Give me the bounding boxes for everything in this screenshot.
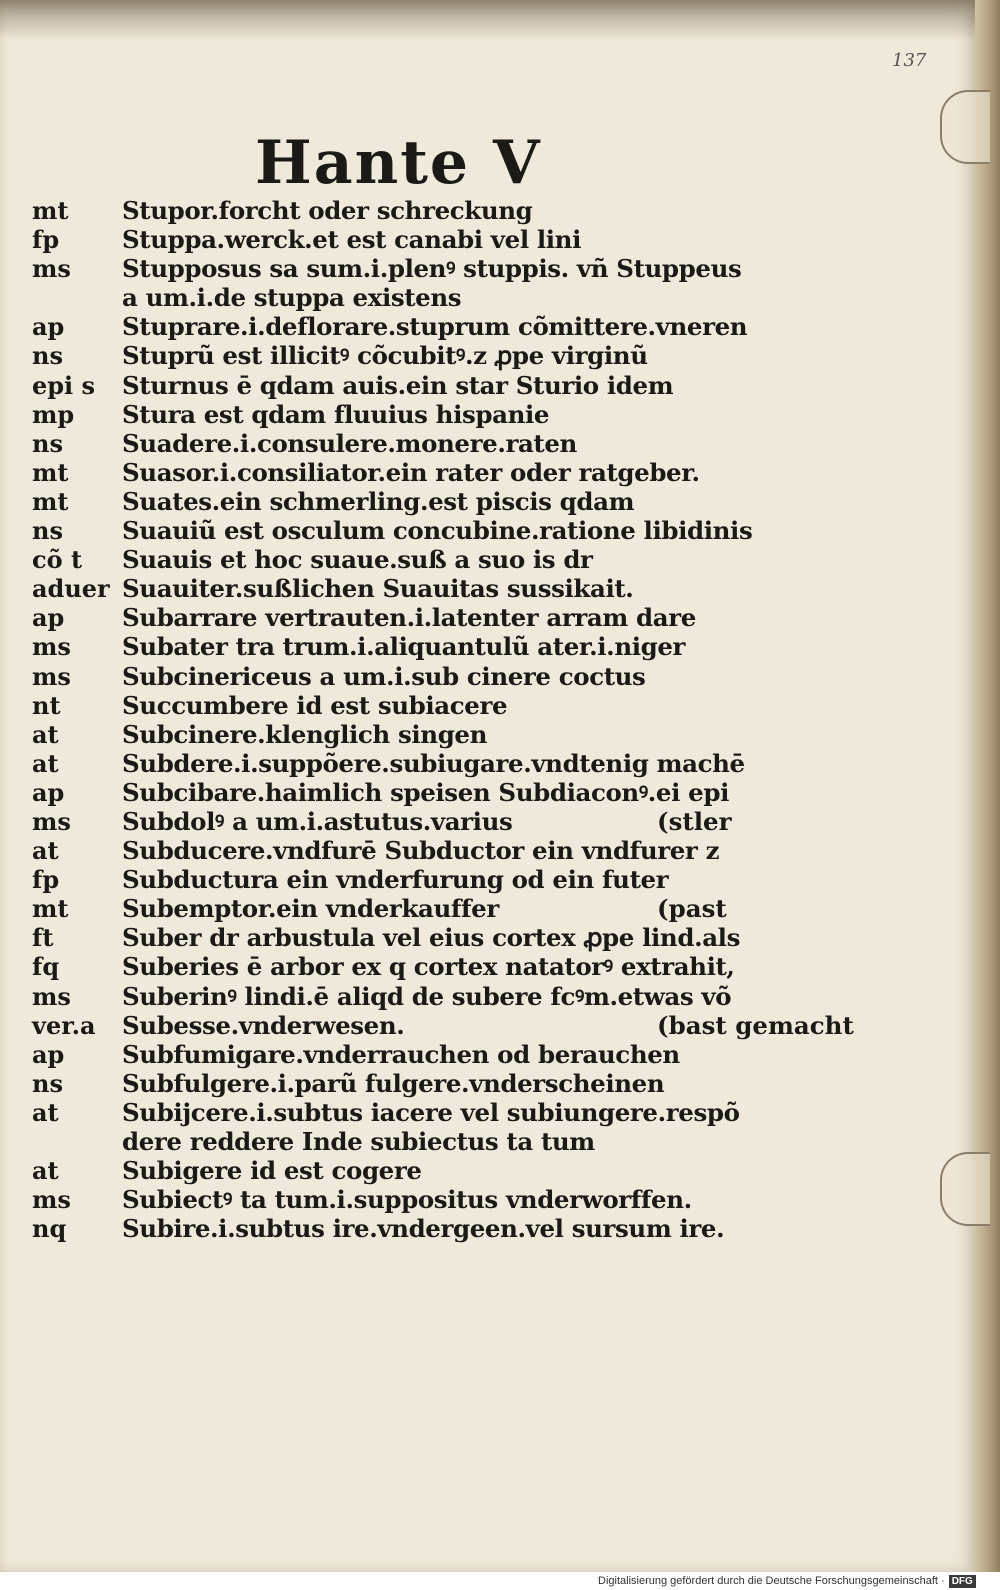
entry-text: Stupposus sa sum.i.plenꝰ stuppis. vñ Stuppeus bbox=[122, 254, 742, 284]
grammar-marker: ap bbox=[32, 312, 65, 342]
entry-row bbox=[32, 749, 952, 778]
grammar-marker: aduer bbox=[32, 574, 110, 604]
entry-text: Subemptor.ein vnderkauffer bbox=[122, 894, 499, 924]
entry-row bbox=[32, 807, 952, 836]
grammar-marker: mt bbox=[32, 457, 69, 487]
entry-text: Subcinericeus a um.i.sub cinere coctus bbox=[122, 661, 646, 691]
grammar-marker: ns bbox=[32, 1068, 63, 1098]
entry-row bbox=[32, 632, 952, 661]
entry-text: Succumbere id est subiacere bbox=[122, 690, 508, 720]
entry-row bbox=[32, 1127, 952, 1156]
grammar-marker: ap bbox=[32, 1039, 65, 1069]
folio-number: 137 bbox=[892, 50, 927, 71]
entry-row bbox=[32, 545, 952, 574]
entry-row bbox=[32, 516, 952, 545]
entry-row bbox=[32, 778, 952, 807]
grammar-marker: ns bbox=[32, 516, 63, 546]
entry-text: Subducere.vndfurē Subductor ein vndfurer z bbox=[122, 836, 720, 866]
entry-text: Subesse.vnderwesen. bbox=[122, 1010, 405, 1040]
grammar-marker: ms bbox=[32, 806, 71, 836]
entry-row bbox=[32, 574, 952, 603]
entry-text: Suauiũ est osculum concubine.ratione libidinis bbox=[122, 516, 753, 546]
dfg-footer bbox=[598, 1572, 1000, 1590]
grammar-marker: mt bbox=[32, 894, 69, 924]
entry-row bbox=[32, 1040, 952, 1069]
dfg-logo: DFG bbox=[949, 1575, 976, 1588]
entry-row bbox=[32, 458, 952, 487]
entry-text: Stuprũ est illicitꝰ cõcubitꝰ.z ꝓpe virginũ bbox=[122, 341, 648, 371]
grammar-marker: fq bbox=[32, 952, 60, 982]
entry-row bbox=[32, 865, 952, 894]
entry-row bbox=[32, 1098, 952, 1127]
entry-row bbox=[32, 836, 952, 865]
grammar-marker: ms bbox=[32, 1185, 71, 1215]
entry-text: Subfulgere.i.parũ fulgere.vnderscheinen bbox=[122, 1068, 665, 1098]
grammar-marker: mt bbox=[32, 196, 69, 225]
entry-row bbox=[32, 603, 952, 632]
grammar-marker: ms bbox=[32, 661, 71, 691]
entry-row bbox=[32, 225, 952, 254]
entry-text: Sturnus ē qdam auis.ein star Sturio idem bbox=[122, 370, 674, 400]
entry-row bbox=[32, 254, 952, 283]
grammar-marker: ns bbox=[32, 428, 63, 458]
grammar-marker: cõ t bbox=[32, 545, 83, 575]
page-top-shadow bbox=[0, 0, 975, 40]
entry-margin-note: (stler bbox=[657, 806, 732, 836]
entry-row bbox=[32, 1069, 952, 1098]
entry-text: Stuppa.werck.et est canabi vel lini bbox=[122, 225, 582, 255]
grammar-marker: at bbox=[32, 836, 59, 866]
grammar-marker: epi s bbox=[32, 370, 96, 400]
entry-text: Stuprare.i.deflorare.stuprum cõmittere.vneren bbox=[122, 312, 748, 342]
entry-row bbox=[32, 720, 952, 749]
entry-text: Suberies ē arbor ex q cortex natatorꝰ extrahit, bbox=[122, 952, 735, 982]
entry-row bbox=[32, 371, 952, 400]
entry-row bbox=[32, 196, 952, 225]
grammar-marker: ms bbox=[32, 254, 71, 284]
footer-strip bbox=[0, 1572, 598, 1590]
entry-text: Suber dr arbustula vel eius cortex ꝓpe lind.als bbox=[122, 923, 740, 953]
entry-row bbox=[32, 691, 952, 720]
page-header: Hante V bbox=[255, 128, 542, 198]
entry-row bbox=[32, 429, 952, 458]
entry-text: Suauis et hoc suaue.suß a suo is dr bbox=[122, 545, 593, 575]
grammar-marker: ap bbox=[32, 603, 65, 633]
entry-text: Subarrare vertrauten.i.latenter arram dare bbox=[122, 603, 696, 633]
grammar-marker: nq bbox=[32, 1214, 67, 1244]
entry-margin-note: (past bbox=[657, 894, 727, 924]
grammar-marker: mt bbox=[32, 486, 69, 516]
entry-text: Subiectꝰ ta tum.i.suppositus vnderworffen. bbox=[122, 1185, 692, 1215]
entry-text: Stura est qdam fluuius hispanie bbox=[122, 399, 550, 429]
footer-text: Digitalisierung gefördert durch die Deutsche Forschungsgemeinschaft · bbox=[598, 1575, 945, 1587]
entry-text: a um.i.de stuppa existens bbox=[122, 283, 462, 313]
entry-text: Subdolꝰ a um.i.astutus.varius bbox=[122, 806, 513, 836]
entry-text: Subdere.i.suppõere.subiugare.vndtenig machē bbox=[122, 748, 745, 778]
entry-text: Subire.i.subtus ire.vndergeen.vel sursum ire. bbox=[122, 1214, 725, 1244]
entry-row bbox=[32, 1156, 952, 1185]
entry-text: Suadere.i.consulere.monere.raten bbox=[122, 428, 577, 458]
grammar-marker: nt bbox=[32, 690, 61, 720]
grammar-marker: mp bbox=[32, 399, 75, 429]
grammar-marker: ver.a bbox=[32, 1010, 96, 1040]
grammar-marker: at bbox=[32, 748, 59, 778]
entry-row bbox=[32, 341, 952, 370]
entry-text: Subcibare.haimlich speisen Subdiaconꝰ.ei epi bbox=[122, 777, 729, 807]
entry-row bbox=[32, 982, 952, 1011]
grammar-marker: fp bbox=[32, 225, 60, 255]
entry-text: Suates.ein schmerling.est piscis qdam bbox=[122, 486, 635, 516]
grammar-marker: ms bbox=[32, 981, 71, 1011]
entry-text: Subijcere.i.subtus iacere vel subiungere.respõ bbox=[122, 1097, 740, 1127]
grammar-marker: ap bbox=[32, 777, 65, 807]
grammar-marker: at bbox=[32, 1097, 59, 1127]
entry-text: Suasor.i.consiliator.ein rater oder ratgeber. bbox=[122, 457, 700, 487]
grammar-marker: ns bbox=[32, 341, 63, 371]
grammar-marker: fp bbox=[32, 865, 60, 895]
entry-row bbox=[32, 400, 952, 429]
entry-text: Subigere id est cogere bbox=[122, 1156, 422, 1186]
page-clip-top bbox=[940, 90, 990, 164]
entry-text: dere reddere Inde subiectus ta tum bbox=[122, 1127, 595, 1156]
entry-row bbox=[32, 312, 952, 341]
entry-row bbox=[32, 283, 952, 312]
entry-text: Subater tra trum.i.aliquantulũ ater.i.niger bbox=[122, 632, 686, 662]
entry-text: Stupor.forcht oder schreckung bbox=[122, 196, 533, 225]
entry-text: Suberinꝰ lindi.ē aliqd de subere fcꝰm.etwas võ bbox=[122, 981, 732, 1011]
entry-row bbox=[32, 487, 952, 516]
grammar-marker: at bbox=[32, 1156, 59, 1186]
entry-row bbox=[32, 1214, 952, 1243]
dictionary-entries bbox=[32, 196, 952, 1243]
grammar-marker: ms bbox=[32, 632, 71, 662]
entry-text: Subductura ein vnderfurung od ein futer bbox=[122, 865, 669, 895]
entry-row bbox=[32, 662, 952, 691]
entry-row bbox=[32, 952, 952, 981]
grammar-marker: at bbox=[32, 719, 59, 749]
entry-row bbox=[32, 894, 952, 923]
entry-text: Subfumigare.vnderrauchen od berauchen bbox=[122, 1039, 680, 1069]
entry-row bbox=[32, 923, 952, 952]
entry-text: Suauiter.sußlichen Suauitas sussikait. bbox=[122, 574, 634, 604]
entry-row bbox=[32, 1185, 952, 1214]
entry-margin-note: (bast gemacht bbox=[657, 1010, 854, 1040]
entry-row bbox=[32, 1011, 952, 1040]
entry-text: Subcinere.klenglich singen bbox=[122, 719, 488, 749]
grammar-marker: ft bbox=[32, 923, 54, 953]
